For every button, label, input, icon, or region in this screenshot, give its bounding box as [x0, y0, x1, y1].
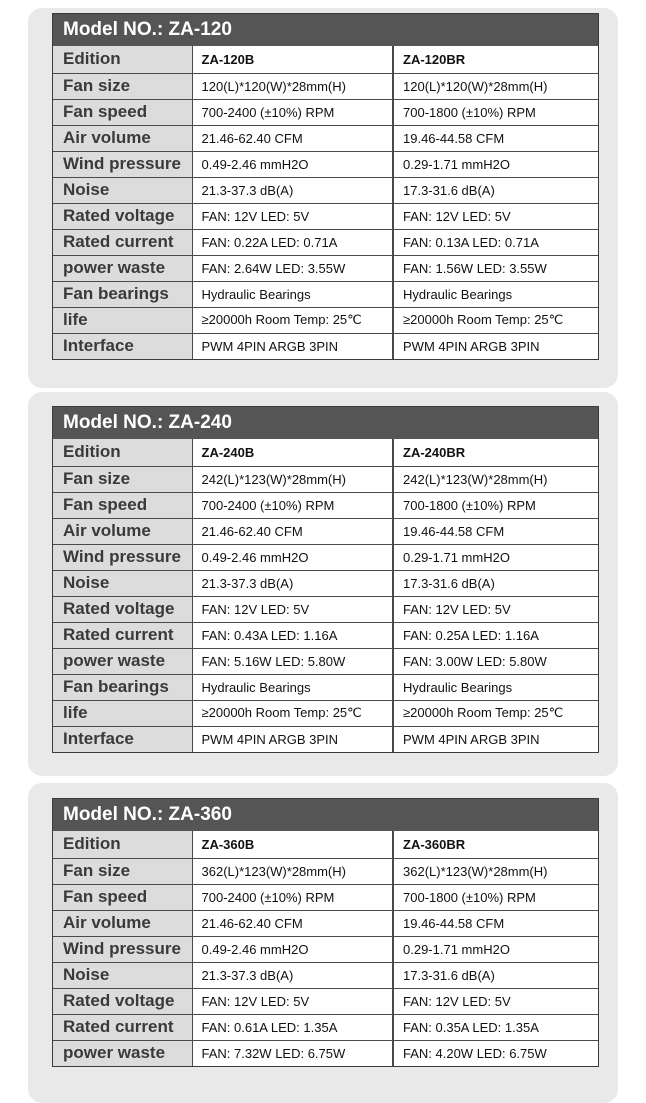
spec-row — [53, 936, 598, 962]
spec-label: Air volume — [53, 125, 192, 151]
spec-row — [53, 1040, 598, 1066]
model-header: Model NO.: ZA-240 — [53, 407, 598, 439]
spec-value-a: 242(L)*123(W)*28mm(H) — [192, 466, 393, 492]
spec-label: Edition — [53, 831, 192, 858]
spec-label: Rated current — [53, 229, 192, 255]
spec-value-a: ≥20000h Room Temp: 25℃ — [192, 307, 393, 333]
spec-value-a: FAN: 0.22A LED: 0.71A — [192, 229, 393, 255]
spec-label: power waste — [53, 255, 192, 281]
spec-row — [53, 910, 598, 936]
spec-grid — [53, 46, 598, 359]
spec-table-za-120 — [52, 13, 599, 360]
spec-value-a: FAN: 0.61A LED: 1.35A — [192, 1014, 393, 1040]
spec-label: power waste — [53, 648, 192, 674]
spec-value-a: 21.46-62.40 CFM — [192, 518, 393, 544]
spec-value-b: FAN: 12V LED: 5V — [393, 988, 598, 1014]
spec-value-b: 0.29-1.71 mmH2O — [393, 544, 598, 570]
model-header: Model NO.: ZA-120 — [53, 14, 598, 46]
spec-value-a: 0.49-2.46 mmH2O — [192, 544, 393, 570]
spec-row — [53, 229, 598, 255]
spec-row — [53, 596, 598, 622]
spec-value-a: ≥20000h Room Temp: 25℃ — [192, 700, 393, 726]
spec-value-b: FAN: 3.00W LED: 5.80W — [393, 648, 598, 674]
spec-value-b: FAN: 0.35A LED: 1.35A — [393, 1014, 598, 1040]
spec-label: Fan size — [53, 466, 192, 492]
spec-value-a: 21.3-37.3 dB(A) — [192, 962, 393, 988]
spec-value-a: 362(L)*123(W)*28mm(H) — [192, 858, 393, 884]
spec-row — [53, 125, 598, 151]
spec-label: Rated current — [53, 622, 192, 648]
spec-value-a: 0.49-2.46 mmH2O — [192, 936, 393, 962]
spec-value-b: PWM 4PIN ARGB 3PIN — [393, 333, 598, 359]
spec-label: Rated voltage — [53, 988, 192, 1014]
spec-value-b: 120(L)*120(W)*28mm(H) — [393, 73, 598, 99]
spec-row — [53, 99, 598, 125]
model-header: Model NO.: ZA-360 — [53, 799, 598, 831]
spec-label: Fan bearings — [53, 281, 192, 307]
spec-label: Rated voltage — [53, 203, 192, 229]
spec-value-a: ZA-240B — [192, 439, 393, 466]
spec-value-a: ZA-120B — [192, 46, 393, 73]
spec-row — [53, 151, 598, 177]
spec-label: Air volume — [53, 910, 192, 936]
spec-row — [53, 884, 598, 910]
spec-value-b: 19.46-44.58 CFM — [393, 125, 598, 151]
spec-row — [53, 648, 598, 674]
spec-label: Fan speed — [53, 884, 192, 910]
spec-value-b: ≥20000h Room Temp: 25℃ — [393, 307, 598, 333]
spec-value-a: FAN: 2.64W LED: 3.55W — [192, 255, 393, 281]
spec-value-a: 120(L)*120(W)*28mm(H) — [192, 73, 393, 99]
spec-value-b: Hydraulic Bearings — [393, 281, 598, 307]
spec-value-a: Hydraulic Bearings — [192, 281, 393, 307]
spec-label: Interface — [53, 726, 192, 752]
spec-row — [53, 492, 598, 518]
spec-value-a: 21.46-62.40 CFM — [192, 910, 393, 936]
spec-value-b: ZA-360BR — [393, 831, 598, 858]
spec-row — [53, 962, 598, 988]
spec-value-a: ZA-360B — [192, 831, 393, 858]
spec-label: Wind pressure — [53, 151, 192, 177]
spec-grid — [53, 439, 598, 752]
spec-value-a: 21.3-37.3 dB(A) — [192, 570, 393, 596]
spec-row — [53, 333, 598, 359]
spec-value-b: 17.3-31.6 dB(A) — [393, 962, 598, 988]
spec-value-b: 19.46-44.58 CFM — [393, 518, 598, 544]
spec-row — [53, 570, 598, 596]
spec-row — [53, 255, 598, 281]
spec-value-b: ZA-120BR — [393, 46, 598, 73]
spec-value-a: FAN: 5.16W LED: 5.80W — [192, 648, 393, 674]
spec-row — [53, 281, 598, 307]
spec-row — [53, 518, 598, 544]
spec-row — [53, 988, 598, 1014]
spec-label: life — [53, 307, 192, 333]
spec-value-b: 242(L)*123(W)*28mm(H) — [393, 466, 598, 492]
spec-value-b: ZA-240BR — [393, 439, 598, 466]
spec-value-b: 0.29-1.71 mmH2O — [393, 936, 598, 962]
spec-row — [53, 307, 598, 333]
spec-value-a: 700-2400 (±10%) RPM — [192, 884, 393, 910]
spec-value-a: 700-2400 (±10%) RPM — [192, 99, 393, 125]
spec-label: Rated current — [53, 1014, 192, 1040]
spec-value-b: FAN: 4.20W LED: 6.75W — [393, 1040, 598, 1066]
spec-row — [53, 726, 598, 752]
spec-value-a: FAN: 0.43A LED: 1.16A — [192, 622, 393, 648]
spec-label: Edition — [53, 46, 192, 73]
spec-row — [53, 466, 598, 492]
spec-row — [53, 73, 598, 99]
spec-label: Wind pressure — [53, 936, 192, 962]
spec-value-a: FAN: 7.32W LED: 6.75W — [192, 1040, 393, 1066]
spec-label: Fan speed — [53, 99, 192, 125]
spec-value-a: 700-2400 (±10%) RPM — [192, 492, 393, 518]
spec-value-a: Hydraulic Bearings — [192, 674, 393, 700]
spec-label: life — [53, 700, 192, 726]
spec-row — [53, 544, 598, 570]
spec-value-b: 362(L)*123(W)*28mm(H) — [393, 858, 598, 884]
spec-value-b: Hydraulic Bearings — [393, 674, 598, 700]
spec-row — [53, 674, 598, 700]
spec-value-a: PWM 4PIN ARGB 3PIN — [192, 333, 393, 359]
spec-label: Noise — [53, 570, 192, 596]
spec-label: Fan speed — [53, 492, 192, 518]
spec-value-b: 700-1800 (±10%) RPM — [393, 884, 598, 910]
spec-value-b: FAN: 12V LED: 5V — [393, 596, 598, 622]
spec-value-b: 700-1800 (±10%) RPM — [393, 492, 598, 518]
spec-value-a: FAN: 12V LED: 5V — [192, 203, 393, 229]
spec-row — [53, 700, 598, 726]
spec-label: Air volume — [53, 518, 192, 544]
spec-value-b: FAN: 0.13A LED: 0.71A — [393, 229, 598, 255]
spec-value-a: FAN: 12V LED: 5V — [192, 596, 393, 622]
spec-label: Edition — [53, 439, 192, 466]
spec-table-za-360 — [52, 798, 599, 1067]
spec-row — [53, 203, 598, 229]
spec-label: Noise — [53, 962, 192, 988]
spec-label: Fan size — [53, 73, 192, 99]
spec-value-a: 21.46-62.40 CFM — [192, 125, 393, 151]
spec-label: Noise — [53, 177, 192, 203]
spec-value-a: 21.3-37.3 dB(A) — [192, 177, 393, 203]
spec-value-a: 0.49-2.46 mmH2O — [192, 151, 393, 177]
spec-value-a: FAN: 12V LED: 5V — [192, 988, 393, 1014]
spec-row — [53, 858, 598, 884]
spec-row — [53, 622, 598, 648]
spec-table-za-240 — [52, 406, 599, 753]
spec-grid — [53, 831, 598, 1066]
spec-value-b: PWM 4PIN ARGB 3PIN — [393, 726, 598, 752]
spec-value-b: 17.3-31.6 dB(A) — [393, 177, 598, 203]
spec-label: Fan size — [53, 858, 192, 884]
spec-value-b: ≥20000h Room Temp: 25℃ — [393, 700, 598, 726]
spec-label: Rated voltage — [53, 596, 192, 622]
spec-label: Wind pressure — [53, 544, 192, 570]
spec-row — [53, 177, 598, 203]
spec-value-b: 17.3-31.6 dB(A) — [393, 570, 598, 596]
spec-row — [53, 1014, 598, 1040]
spec-label: Fan bearings — [53, 674, 192, 700]
spec-value-b: 0.29-1.71 mmH2O — [393, 151, 598, 177]
spec-label: power waste — [53, 1040, 192, 1066]
spec-value-b: FAN: 0.25A LED: 1.16A — [393, 622, 598, 648]
spec-row — [53, 831, 598, 858]
spec-label: Interface — [53, 333, 192, 359]
spec-value-a: PWM 4PIN ARGB 3PIN — [192, 726, 393, 752]
spec-value-b: 19.46-44.58 CFM — [393, 910, 598, 936]
spec-value-b: FAN: 1.56W LED: 3.55W — [393, 255, 598, 281]
spec-value-b: 700-1800 (±10%) RPM — [393, 99, 598, 125]
spec-value-b: FAN: 12V LED: 5V — [393, 203, 598, 229]
spec-row — [53, 46, 598, 73]
spec-row — [53, 439, 598, 466]
